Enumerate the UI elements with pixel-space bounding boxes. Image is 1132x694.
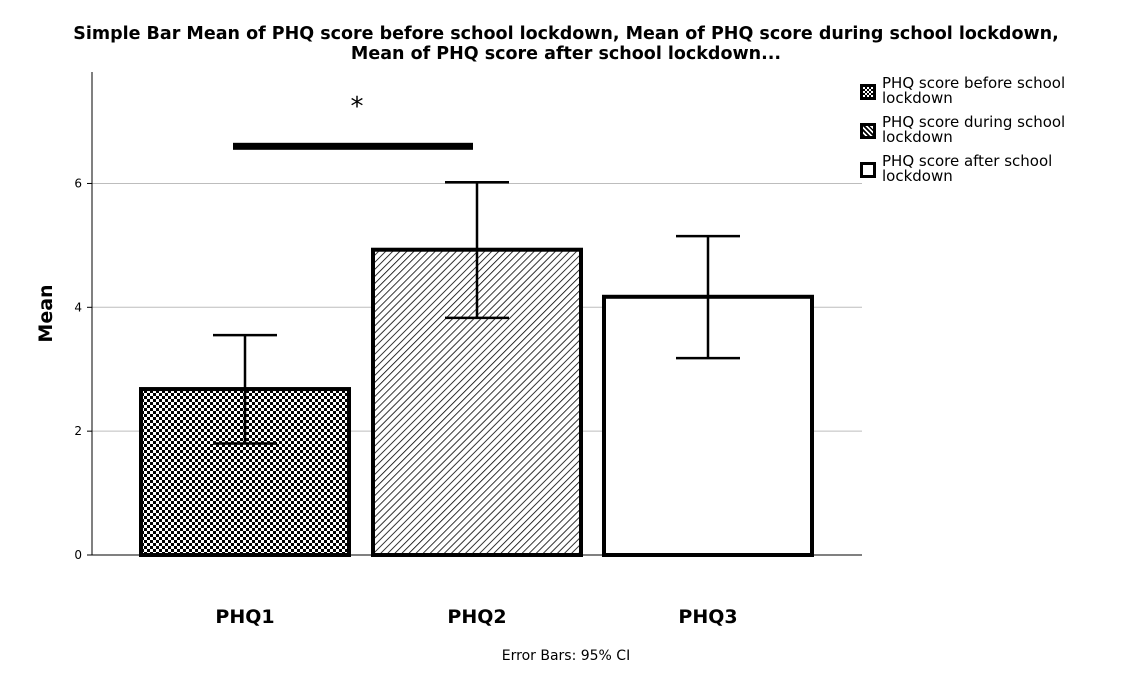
x-category-label: PHQ3 [678,606,738,628]
y-tick-label: 6 [74,176,82,191]
legend-swatch-diagonal [860,123,876,139]
significance-marker: * [350,92,364,122]
legend-swatch-solid [860,162,876,178]
chart-title-line-2: Mean of PHQ score after school lockdown... [350,44,782,64]
legend-label-during: PHQ score during school lockdown [882,113,1066,146]
legend-item-after [858,154,1128,193]
x-category-label: PHQ2 [447,606,507,628]
error-bar-note: Error Bars: 95% CI [501,648,631,664]
y-tick-label: 0 [74,548,82,562]
legend-swatch-checker [860,84,876,100]
chart-legend [858,76,1128,193]
x-category-label: PHQ1 [215,606,275,628]
legend-label-before: PHQ score before school lockdown [882,74,1066,107]
y-axis-label: Mean [35,284,57,343]
y-tick-label: 4 [74,300,82,315]
legend-item-during [858,115,1128,154]
legend-item-before [858,76,1128,115]
chart-title-line-1: Simple Bar Mean of PHQ score before school lockdown, Mean of PHQ score during school lockdown, [73,24,1059,44]
y-tick-label: 2 [74,424,82,439]
legend-label-after: PHQ score after school lockdown [882,152,1053,185]
significance-line [233,143,473,150]
